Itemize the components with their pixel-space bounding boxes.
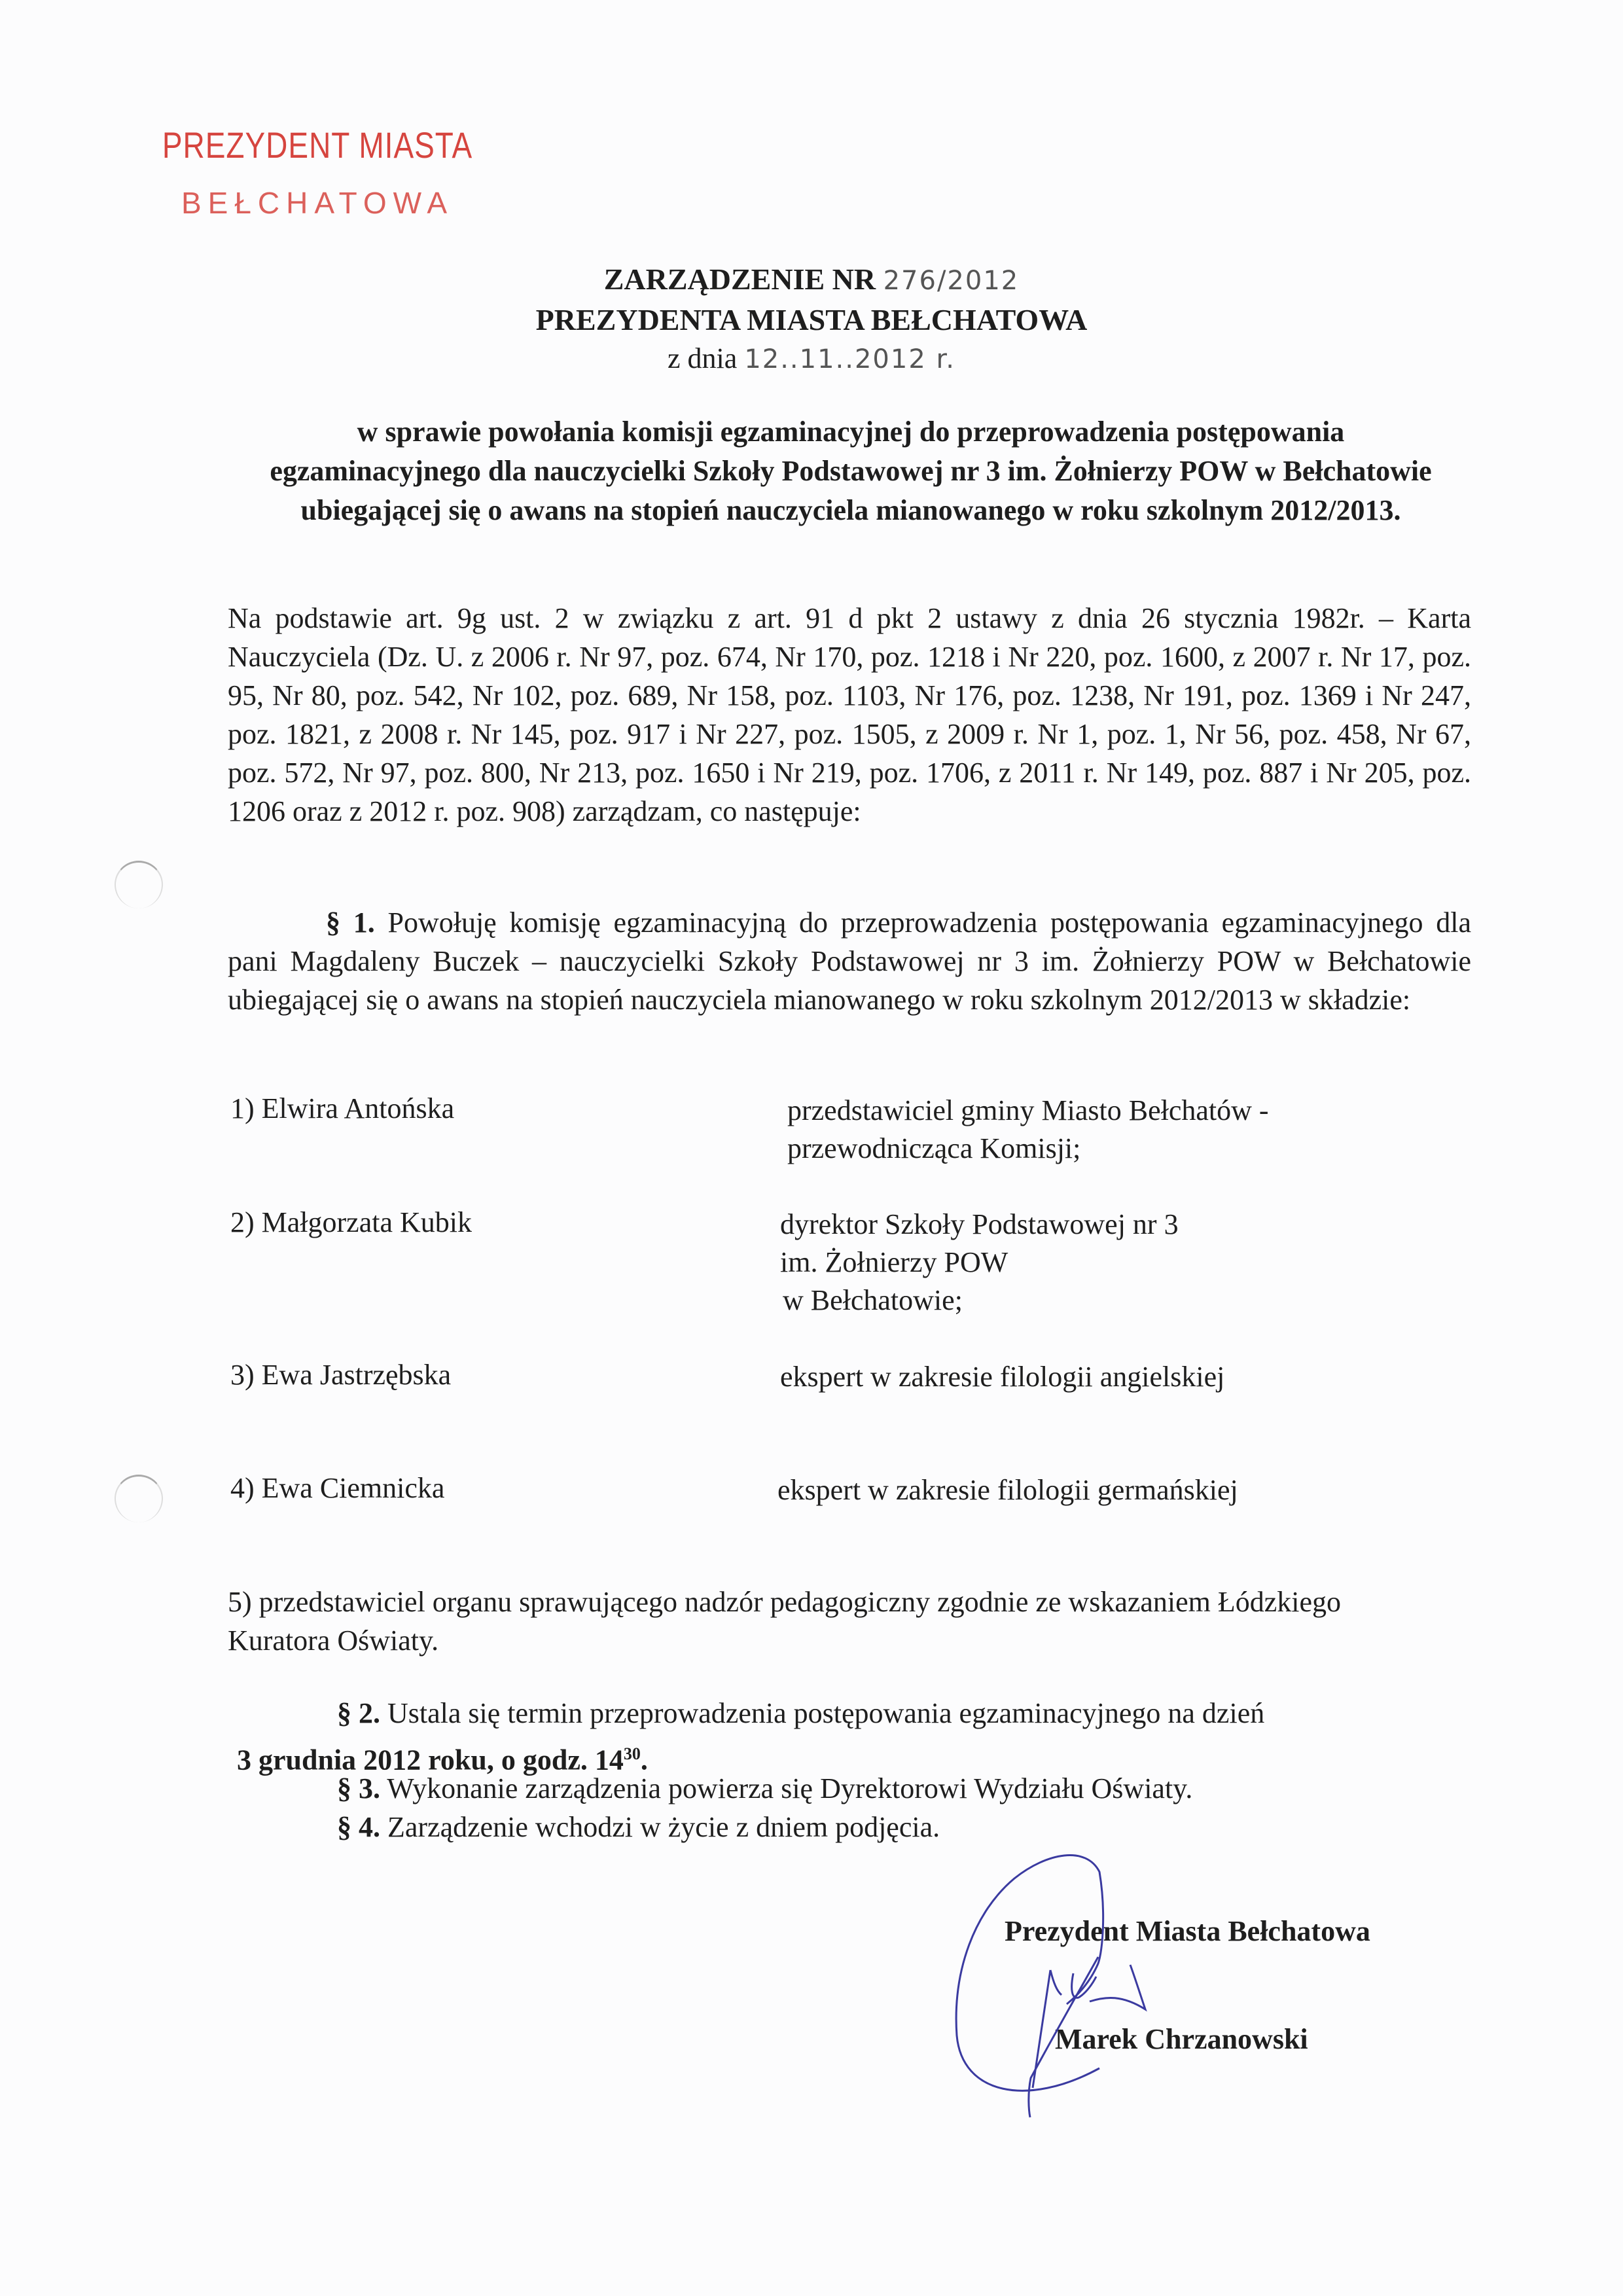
- order-number-handwritten: 276/2012: [883, 266, 1020, 296]
- document-title: [0, 262, 1623, 296]
- member-1-name: 1) Elwira Antońska: [230, 1092, 455, 1124]
- exam-date: 3 grudnia 2012 roku, o godz. 14: [237, 1744, 624, 1776]
- punch-hole: [115, 1475, 163, 1522]
- signature-name: Marek Chrzanowski: [1055, 2023, 1308, 2055]
- member-4-role: ekspert w zakresie filologii germańskiej: [777, 1474, 1238, 1506]
- member-2-role-line: dyrektor Szkoły Podstawowej nr 3: [780, 1208, 1179, 1240]
- member-3-name: 3) Ewa Jastrzębska: [230, 1359, 452, 1391]
- member-5: 5) przedstawiciel organu sprawującego nadzór pedagogiczny zgodnie ze wskazaniem Łódzkiego Kuratora Oświaty.: [228, 1586, 1342, 1657]
- section-2: [337, 1694, 1463, 1732]
- member-1-role-line: przewodnicząca Komisji;: [787, 1132, 1081, 1164]
- issuer: PREZYDENTA MIASTA BEŁCHATOWA: [535, 303, 1088, 336]
- document-date: [0, 342, 1623, 375]
- title-prefix: ZARZĄDZENIE NR: [603, 262, 876, 296]
- section-4-mark: § 4.: [337, 1811, 380, 1843]
- member-4-name: 4) Ewa Ciemnicka: [230, 1472, 445, 1504]
- exam-time-minutes: 30: [623, 1744, 641, 1763]
- date-prefix: z dnia: [668, 342, 738, 374]
- exam-date-end: .: [640, 1744, 648, 1776]
- section-1-mark: § 1.: [326, 906, 375, 939]
- member-2-role: [780, 1206, 1179, 1319]
- section-3-mark: § 3.: [337, 1772, 380, 1804]
- signature-stroke: [1090, 1965, 1145, 2009]
- section-3: [337, 1769, 1463, 1808]
- handwritten-signature: [949, 1820, 1505, 2121]
- member-3-role: ekspert w zakresie filologii angielskiej: [780, 1361, 1225, 1393]
- member-2-role-line: w Bełchatowie;: [783, 1284, 963, 1316]
- member-2-role-line: im. Żołnierzy POW: [780, 1246, 1008, 1278]
- member-1-role: [787, 1092, 1269, 1168]
- section-1: [228, 903, 1471, 1019]
- stamp-line-2: BEŁCHATOWA: [181, 186, 454, 220]
- section-2-text: Ustala się termin przeprowadzenia postępowania egzaminacyjnego na dzień: [387, 1697, 1265, 1729]
- section-3-text: Wykonanie zarządzenia powierza się Dyrektorowi Wydziału Oświaty.: [387, 1772, 1193, 1804]
- section-1-text: Powołuję komisję egzaminacyjną do przeprowadzenia postępowania egzaminacyjnego dla pani Magdaleny Buczek – nauczycielki Szkoły Podstawowej nr 3 im. Żołnierzy POW w Bełchatowie ubiegającej się o awans na stopień nauczyciela mianowanego w roku szkolnym 2012/2013 w składzie:: [228, 906, 1472, 1016]
- office-stamp: [160, 124, 474, 221]
- signature-stroke: [956, 1856, 1103, 2091]
- section-4-text: Zarządzenie wchodzi w życie z dniem podjęcia.: [387, 1811, 940, 1843]
- member-1-role-line: przedstawiciel gminy Miasto Bełchatów -: [787, 1094, 1269, 1126]
- stamp-line-1: PREZYDENT MIASTA: [162, 124, 473, 166]
- member-2-name: 2) Małgorzata Kubik: [230, 1206, 472, 1238]
- legal-basis: Na podstawie art. 9g ust. 2 w związku z art. 91 d pkt 2 ustawy z dnia 26 stycznia 1982r. – Karta Nauczyciela (Dz. U. z 2006 r. Nr 97, poz. 674, Nr 170, poz. 1218 i Nr 220, poz. 1600, z 2007 r. Nr 17, poz. 95, Nr 80, poz. 542, Nr 102, poz. 689, Nr 158, poz. 1103, Nr 176, poz. 1238, Nr 191, poz. 1369 i Nr 247, poz. 1821, z 2008 r. Nr 145, poz. 917 i Nr 227, poz. 1505, z 2009 r. Nr 1, poz. 1, Nr 56, poz. 458, Nr 67, poz. 572, Nr 97, poz. 800, Nr 213, poz. 1650 i Nr 219, poz. 1706, z 2011 r. Nr 149, poz. 887 i Nr 205, poz. 1206 oraz z 2012 r. poz. 908) zarządzam, co następuje:: [228, 602, 1471, 827]
- subject: w sprawie powołania komisji egzaminacyjnej do przeprowadzenia postępowania egzaminacyjnego dla nauczycielki Szkoły Podstawowej nr 3 im. Żołnierzy POW w Bełchatowie ubiegającej się o awans na stopień nauczyciela mianowanego w roku szkolnym 2012/2013.: [270, 416, 1432, 526]
- signature-stroke: [1050, 1970, 1061, 1995]
- signature-stroke: [1033, 1970, 1050, 2088]
- signature-title: Prezydent Miasta Bełchatowa: [1005, 1915, 1370, 1947]
- section-2-mark: § 2.: [337, 1697, 380, 1729]
- date-handwritten: 12..11..2012 r.: [744, 344, 955, 374]
- punch-hole: [115, 861, 163, 908]
